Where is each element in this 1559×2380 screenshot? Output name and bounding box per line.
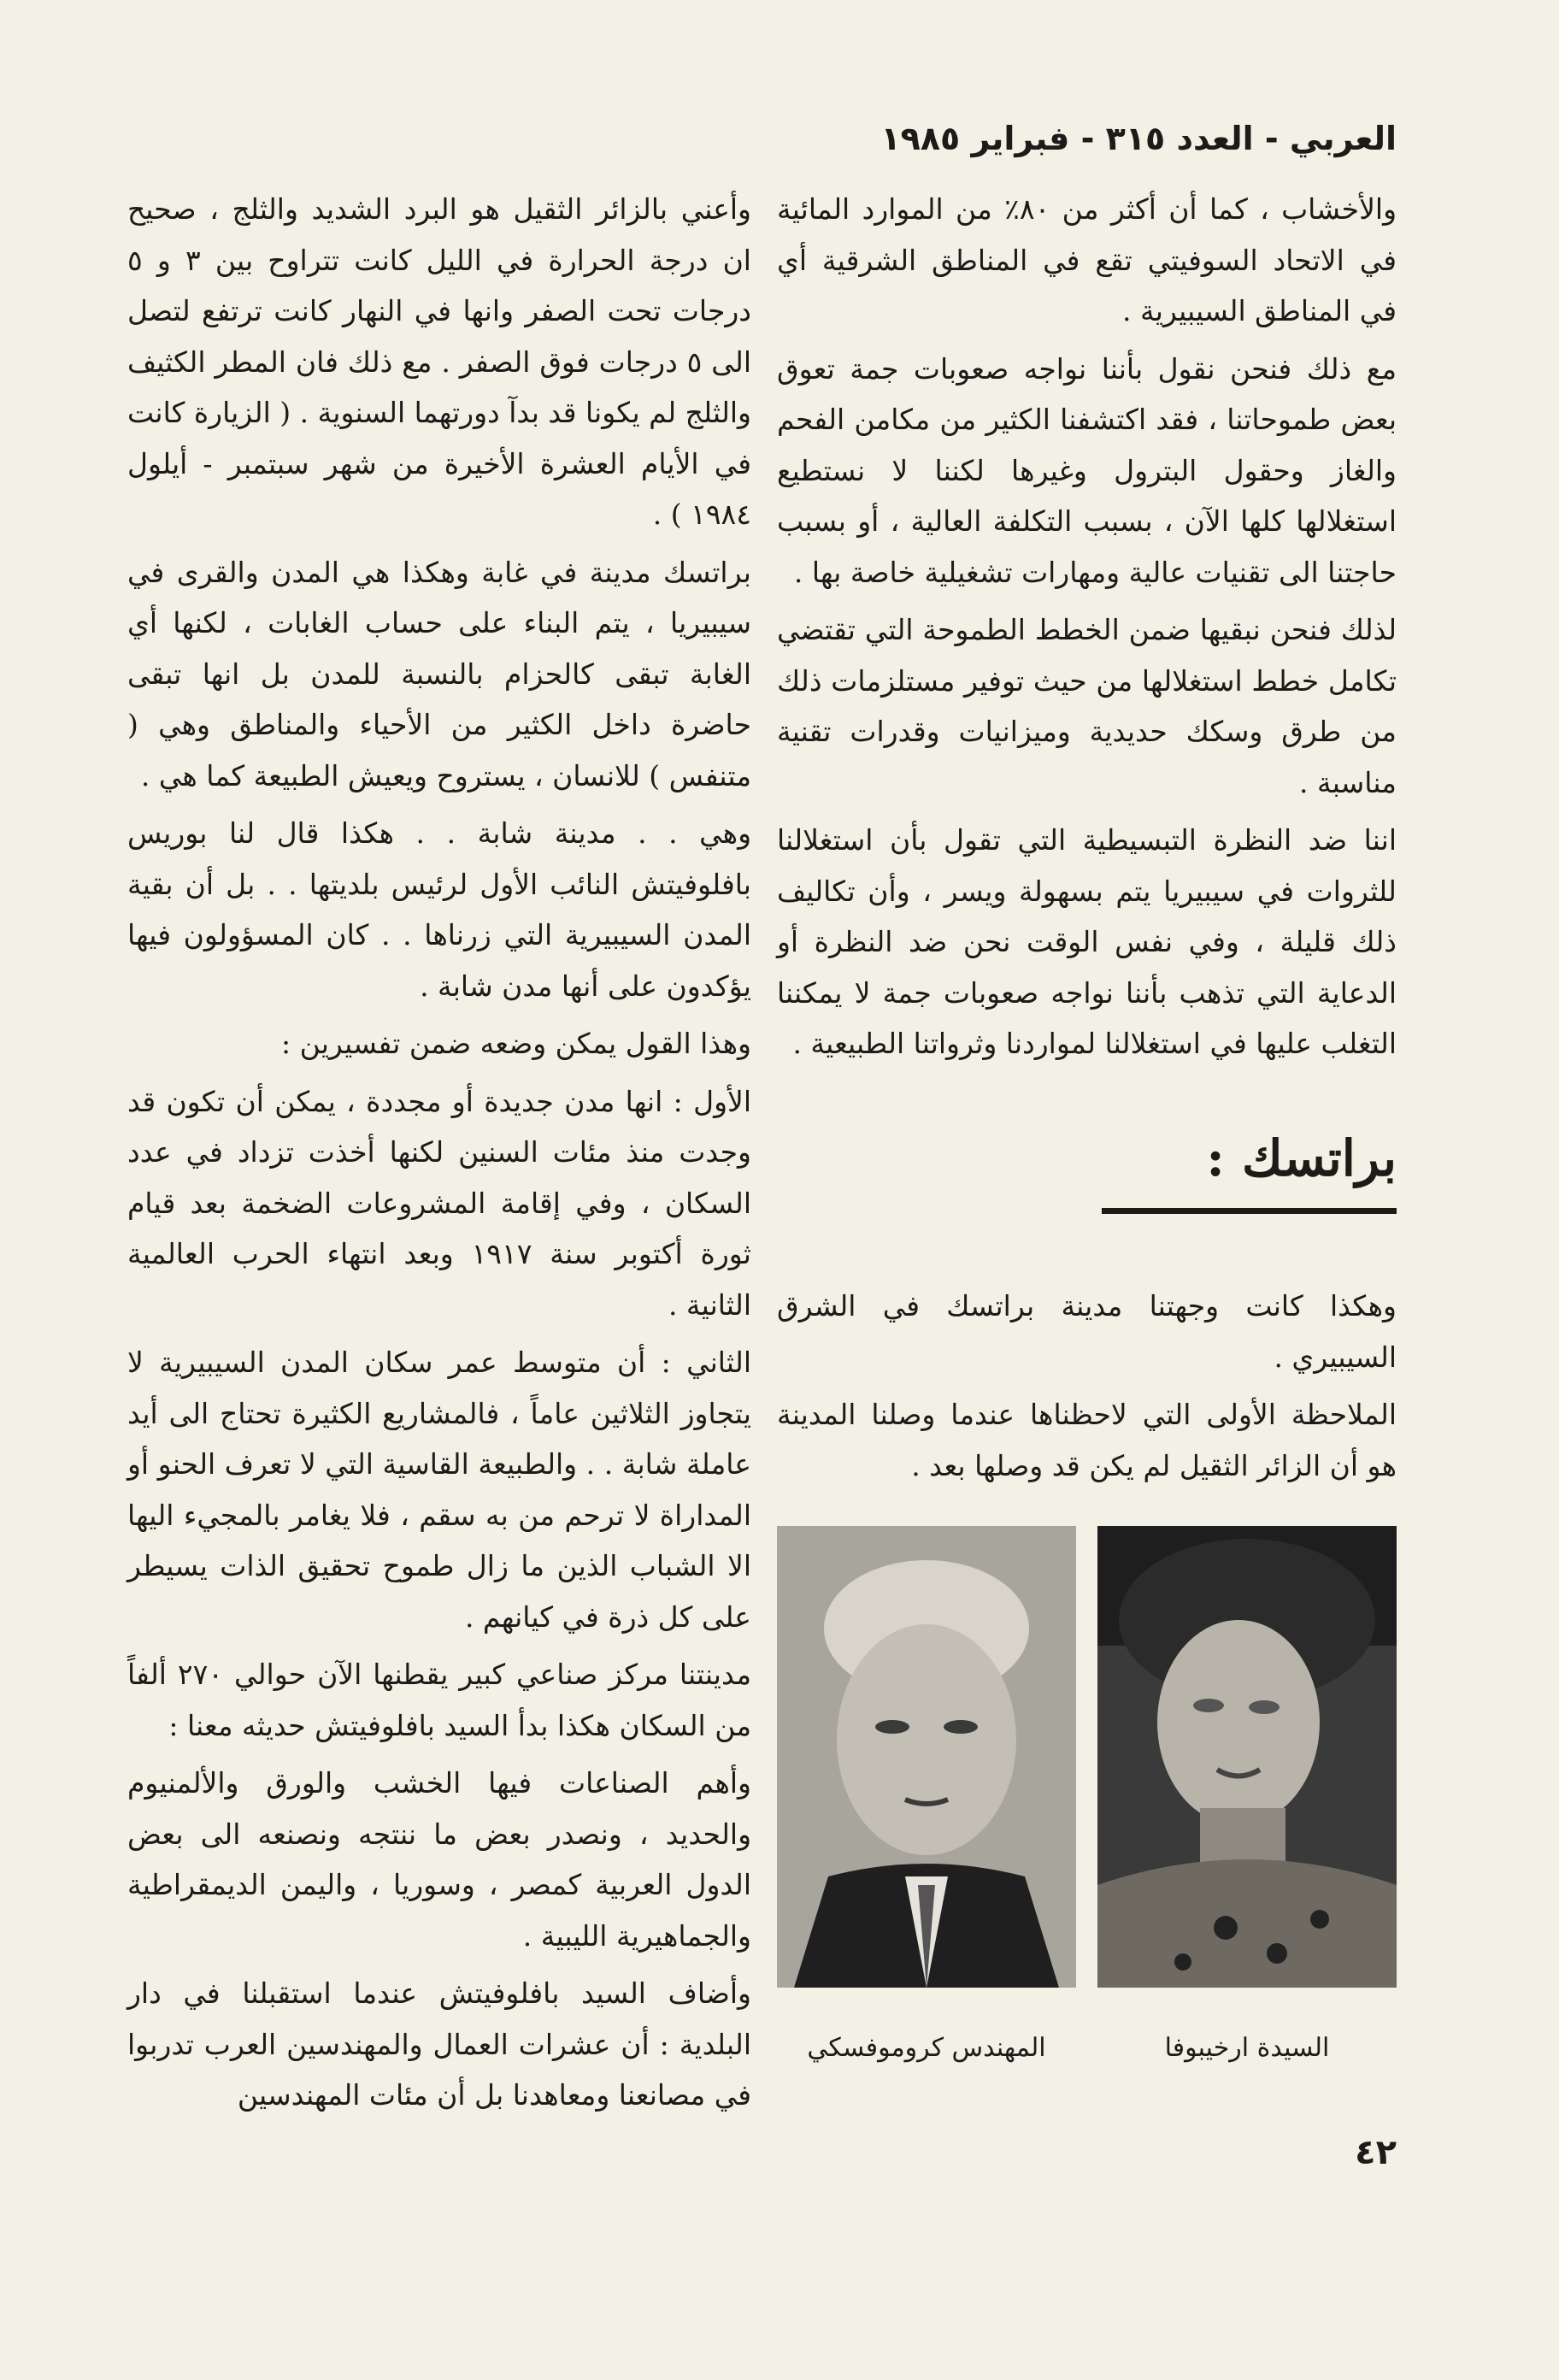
photo-caption-left: المهندس كروموفسكي	[807, 2033, 1046, 2063]
paragraph: وهكذا كانت وجهتنا مدينة براتسك في الشرق السيبيري .	[777, 1289, 1397, 1374]
running-header: العربي - العدد ٣١٥ - فبراير ١٩٨٥	[880, 120, 1397, 157]
paragraph: مدينتنا مركز صناعي كبير يقطنها الآن حوالي ٢٧٠ ألفاً من السكان هكذا بدأ السيد بافلوفيتش حديثه معنا :	[127, 1658, 751, 1742]
paragraph: وأعني بالزائر الثقيل هو البرد الشديد والثلج ، صحيح ان درجة الحرارة في الليل كانت تتراوح بين ٣ و ٥ درجات تحت الصفر وانها في النهار كانت ترتفع لتصل الى ٥ درجات فوق الصفر . مع ذلك فان المطر الكثيف والثلج لم يكونا قد بدآ دورتهما السنوية . ( الزيارة كانت في الأيام العشرة الأخيرة من شهر سبتمبر - أيلول ١٩٨٤ ) .	[127, 192, 752, 531]
portrait-photo-woman	[1097, 1526, 1397, 1988]
paragraph: وهي . . مدينة شابة . . هكذا قال لنا بوريس بافلوفيتش النائب الأول لرئيس بلديتها . . بل أن بقية المدن السيبيرية التي زرناها . . كان المسؤولون فيها يؤكدون على أنها مدن شابة .	[127, 816, 751, 1003]
section-rule-divider	[1102, 1208, 1397, 1214]
paragraph: لذلك فنحن نبقيها ضمن الخطط الطموحة التي تقتضي تكامل خطط استغلالها من حيث توفير مستلزمات ذلك من طرق وسكك حديدية وميزانيات وقدرات تقنية مناسبة .	[777, 613, 1397, 799]
section-heading: براتسك :	[1206, 1129, 1397, 1187]
paragraph: براتسك مدينة في غابة وهكذا هي المدن والقرى في سيبيريا ، يتم البناء على حساب الغابات ، لكنها أي الغابة تبقى كالحزام بالنسبة للمدن بل انها تبقى حاضرة داخل الكثير من الأحياء والمناطق وهي ( متنفس ) للانسان ، يستروح ويعيش الطبيعة كما هي .	[127, 555, 751, 792]
paragraph: وأهم الصناعات فيها الخشب والورق والألمنيوم والحديد ، ونصدر بعض ما ننتجه ونصنعه الى بعض الدول العربية كمصر ، وسوريا ، واليمن الديمقراطية والجماهيرية الليبية .	[127, 1766, 751, 1953]
portrait-photo-man	[777, 1526, 1076, 1988]
paragraph: مع ذلك فنحن نقول بأننا نواجه صعوبات جمة تعوق بعض طموحاتنا ، فقد اكتشفنا الكثير من مكامن الفحم والغاز وحقول البترول وغيرها لكننا لا نستطيع استغلالها كلها الآن ، بسبب التكلفة العالية ، أو بسبب حاجتنا الى تقنيات عالية ومهارات تشغيلية خاصة بها .	[777, 351, 1397, 589]
paragraph: وهذا القول يمكن وضعه ضمن تفسيرين :	[280, 1027, 751, 1060]
right-column	[777, 184, 1397, 1076]
left-column	[127, 184, 751, 2128]
paragraph: اننا ضد النظرة التبسيطية التي تقول بأن استغلالنا للثروات في سيبيريا يتم بسهولة ويسر ، وأن تكاليف ذلك قليلة ، وفي نفس الوقت نحن ضد النظرة أو الدعاية التي تذهب بأننا نواجه صعوبات جمة لا يمكننا التغلب عليها في استغلالنا لمواردنا وثرواتنا الطبيعية .	[777, 823, 1397, 1060]
right-column-section	[777, 1281, 1397, 1498]
paragraph: الثاني : أن متوسط عمر سكان المدن السيبيرية لا يتجاوز الثلاثين عاماً ، فالمشاريع الكثيرة تحتاج الى أيد عاملة شابة . . والطبيعة القاسية التي لا تعرف الحنو أو المداراة لا ترحم من به سقم ، فلا يغامر بالمجيء اليها الا الشباب الذين ما زال طموح تحقيق الذات يسيطر على كل ذرة في كيانهم .	[127, 1346, 751, 1634]
photo-group	[777, 1526, 1397, 1988]
paragraph: والأخشاب ، كما أن أكثر من ٨٠٪ من الموارد المائية في الاتحاد السوفيتي تقع في المناطق الشرقية أي في المناطق السيبيرية .	[777, 192, 1397, 327]
page-number: ٤٢	[1355, 2133, 1397, 2172]
paragraph: وأضاف السيد بافلوفيتش عندما استقبلنا في دار البلدية : أن عشرات العمال والمهندسين العرب تدربوا في مصانعنا ومعاهدنا بل أن مئات المهندسين	[127, 1976, 751, 2112]
paragraph: الأول : انها مدن جديدة أو مجددة ، يمكن أن تكون قد وجدت منذ مئات السنين لكنها أخذت تزداد في عدد السكان ، وفي إقامة المشروعات الضخمة بعد قيام ثورة أكتوبر سنة ١٩١٧ وبعد انتهاء الحرب العالمية الثانية .	[127, 1084, 751, 1322]
paragraph: الملاحظة الأولى التي لاحظناها عندما وصلنا المدينة هو أن الزائر الثقيل لم يكن قد وصلها بعد .	[777, 1398, 1397, 1482]
photo-caption-right: السيدة ارخيبوفا	[1164, 2033, 1330, 2063]
